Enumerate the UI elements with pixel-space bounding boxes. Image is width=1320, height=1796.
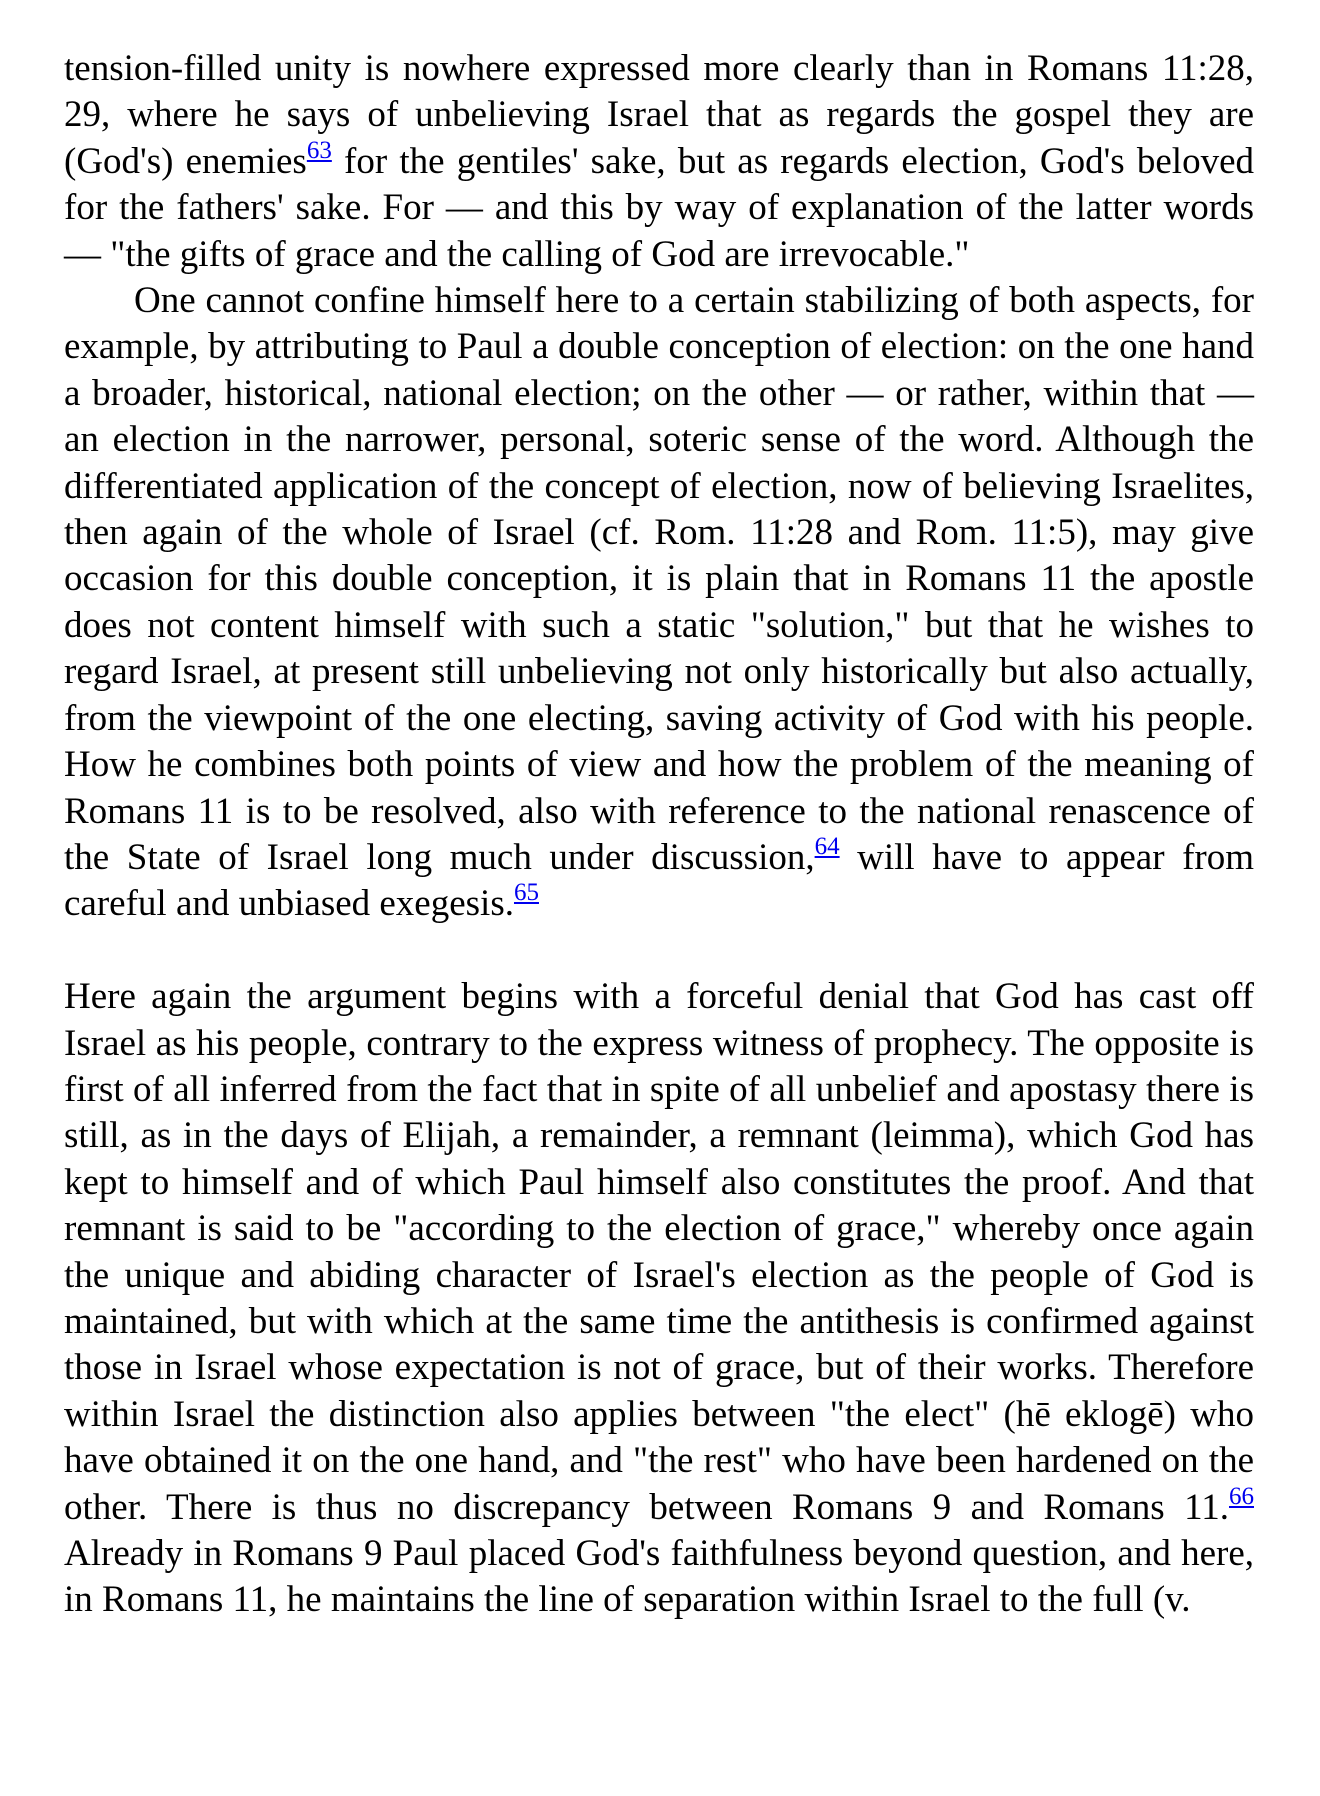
footnote-link-63[interactable]: 63 xyxy=(306,136,332,164)
paragraph-text: tension-filled unity is nowhere expressed more clearly than in Romans 11:28, 29, where he says of unbelieving Israel that as regards the gospel they are (God's) enemies xyxy=(64,48,1254,182)
paragraph-text: Already in Romans 9 Paul placed God's faithfulness beyond question, and here, in Romans 11, he maintains the line of separation within Israel to the full (v. xyxy=(64,1532,1254,1621)
paragraph-3 xyxy=(64,974,1254,1624)
footnote-link-65[interactable]: 65 xyxy=(513,879,539,907)
paragraph-text: Here again the argument begins with a forceful denial that God has cast off Israel as his people, contrary to the express witness of prophecy. The opposite is first of all inferred from the fact that in spite of all unbelief and apostasy there is still, as in the days of Elijah, a remainder, a remnant (leimma), which God has kept to himself and of which Paul himself also constitutes the proof. And that remnant is said to be "according to the election of grace," whereby once again the unique and abiding character of Israel's election as the people of God is maintained, but with which at the same time the antithesis is confirmed against those in Israel whose expectation is not of grace, but of their works. Therefore within Israel the distinction also applies between "the elect" (hē eklogē) who have obtained it on the one hand, and "the rest" who have been hardened on the other. There is thus no discrepancy between Romans 9 and Romans 11. xyxy=(64,976,1254,1528)
footnote-link-66[interactable]: 66 xyxy=(1229,1482,1254,1510)
paragraph-2 xyxy=(64,278,1254,928)
paragraph-text: for the gentiles' sake, but as regards election, God's beloved for the fathers' sake. For — and this by way of explanation of the latter words — "the gifts of grace and the calling of God are irrevocable." xyxy=(64,140,1255,275)
document-body xyxy=(64,46,1254,1624)
footnote-link-64[interactable]: 64 xyxy=(814,832,840,860)
paragraph-text: will have to appear from careful and unbiased exegesis. xyxy=(64,836,1254,925)
paragraph-1 xyxy=(64,46,1254,278)
paragraph-text: One cannot confine himself here to a certain stabilizing of both aspects, for example, by attributing to Paul a double conception of election: on the one hand a broader, historical, national election; on the other — or rather, within that — an election in the narrower, personal, soteric sense of the word. Although the differentiated application of the concept of election, now of believing Israelites, then again of the whole of Israel (cf. Rom. 11:28 and Rom. 11:5), may give occasion for this double conception, it is plain that in Romans 11 the apostle does not content himself with such a static "solution," but that he wishes to regard Israel, at present still unbelieving not only historically but also actually, from the viewpoint of the one electing, saving activity of God with his people. How he combines both points of view and how the problem of the meaning of Romans 11 is to be resolved, also with reference to the national renascence of the State of Israel long much under discussion, xyxy=(64,280,1254,878)
